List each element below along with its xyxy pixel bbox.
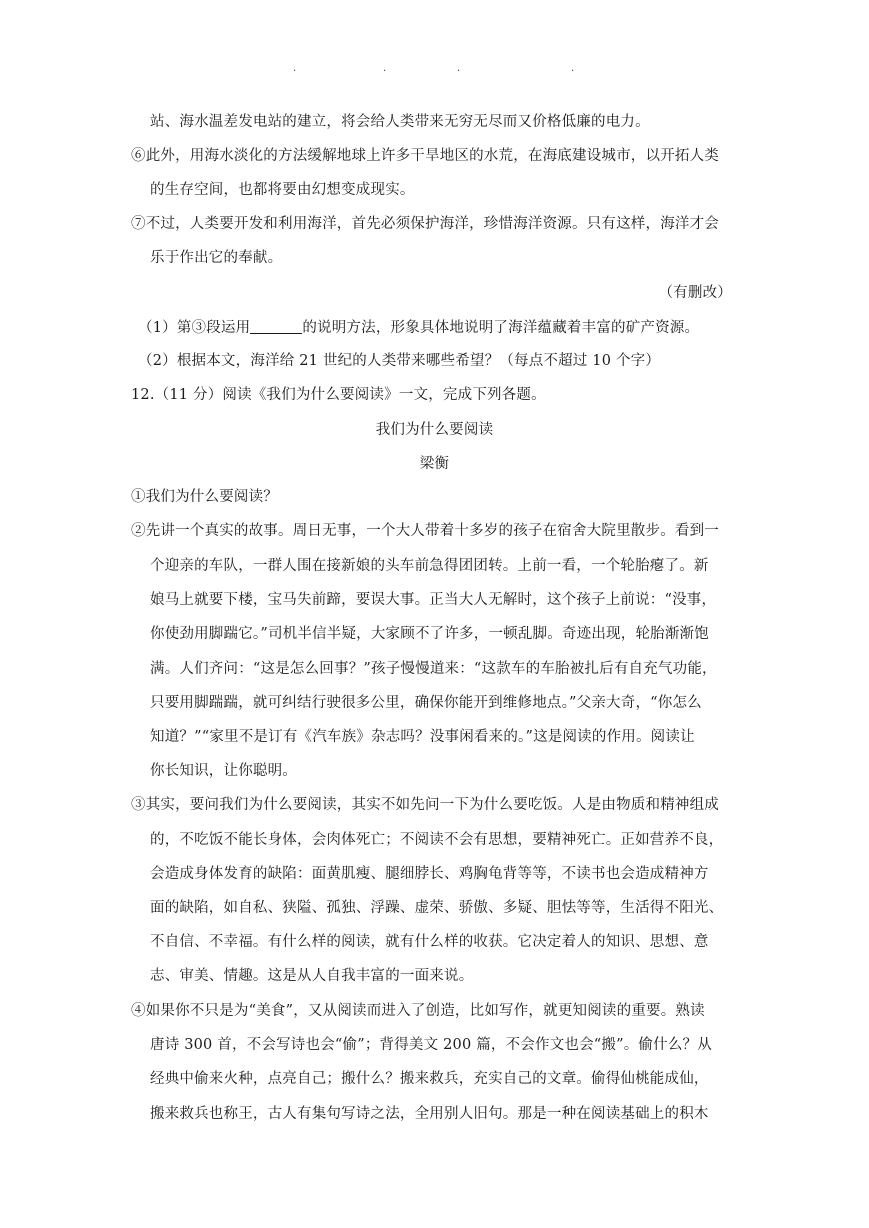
article-paragraph-2-line: 你使劲用脚踹它。”司机半信半疑，大家顾不了许多，一顿乱脚。奇迹出现，轮胎渐渐饱 <box>150 626 709 642</box>
question-1-prefix: （1）第③段运用 <box>138 320 251 336</box>
article-paragraph-3-line: 志、审美、情趣。这是从人自我丰富的一面来说。 <box>150 968 474 984</box>
question-2: （2）根据本文，海洋给 21 世纪的人类带来哪些希望？（每点不超过 10 个字） <box>138 353 661 369</box>
article-paragraph-4-line: ④如果你不只是为“美食”，又从阅读而进入了创造，比如写作，就更知阅读的重要。熟读 <box>131 1003 705 1019</box>
article-paragraph-3-line: 不自信、不幸福。有什么样的阅读，就有什么样的收获。它决定着人的知识、思想、意 <box>150 934 709 950</box>
article-paragraph-2-line: 满。人们齐问：“这是怎么回事？”孩子慢慢道来：“这款车的车胎被扎后有自充气功能， <box>150 661 717 677</box>
header-dot: . <box>457 63 461 74</box>
article-paragraph-4-line: 搬来救兵也称王，古人有集句写诗之法，全用别人旧句。那是一种在阅读基础上的积木 <box>150 1106 709 1122</box>
article-paragraph-2-line: 个迎亲的车队，一群人围在接新娘的头车前急得团团转。上前一看，一个轮胎瘪了。新 <box>150 558 709 574</box>
header-dots <box>0 62 869 76</box>
article-paragraph-2-line: 娘马上就要下楼，宝马失前蹄，要误大事。正当大人无解时，这个孩子上前说：“没事， <box>150 592 717 608</box>
article-paragraph-4-line: 唐诗 300 首，不会写诗也会“偷”；背得美文 200 篇，不会作文也会“搬”。偷什么？从 <box>150 1037 712 1053</box>
article-paragraph-3-line: 的，不吃饭不能长身体，会肉体死亡；不阅读不会有思想，要精神死亡。正如营养不良， <box>150 832 724 848</box>
paragraph-7-line: ⑦不过，人类要开发和利用海洋，首先必须保护海洋，珍惜海洋资源。只有这样，海洋才会 <box>131 216 719 232</box>
source-note: （有删改） <box>658 285 732 301</box>
article-title: 我们为什么要阅读 <box>375 422 494 438</box>
question-1-suffix: 的说明方法，形象具体地说明了海洋蕴藏着丰富的矿产资源。 <box>302 320 700 336</box>
article-author: 梁衡 <box>419 456 450 472</box>
header-dot: . <box>293 63 297 74</box>
article-paragraph-1: ①我们为什么要阅读？ <box>131 489 278 505</box>
article-paragraph-2-line: 你长知识，让你聪明。 <box>150 763 297 779</box>
paragraph-6-line: 的生存空间，也都将要由幻想变成现实。 <box>150 182 415 198</box>
article-paragraph-3-line: ③其实，要问我们为什么要阅读，其实不如先问一下为什么要吃饭。人是由物质和精神组成 <box>131 797 719 813</box>
header-dot: . <box>383 63 387 74</box>
article-paragraph-4-line: 经典中偷来火种，点亮自己；搬什么？搬来救兵，充实自己的文章。偷得仙桃能成仙， <box>150 1071 709 1087</box>
article-paragraph-2-line: 只要用脚踹踹，就可纠结行驶很多公里，确保你能开到维修地点。”父亲大奇，“你怎么 <box>150 695 702 711</box>
question-1 <box>138 317 699 338</box>
article-paragraph-3-line: 面的缺陷，如自私、狭隘、孤独、浮躁、虚荣、骄傲、多疑、胆怯等等，生活得不阳光、 <box>150 900 724 916</box>
question-12-heading: 12.（11 分）阅读《我们为什么要阅读》一文，完成下列各题。 <box>131 387 546 403</box>
article-paragraph-2-line: ②先讲一个真实的故事。周日无事，一个大人带着十多岁的孩子在宿舍大院里散步。看到一 <box>131 523 719 539</box>
paragraph-7-line: 乐于作出它的奉献。 <box>150 250 283 266</box>
article-paragraph-3-line: 会造成身体发育的缺陷：面黄肌瘦、腿细脖长、鸡胸龟背等等，不读书也会造成精神方 <box>150 866 709 882</box>
article-paragraph-2-line: 知道？”“家里不是订有《汽车族》杂志吗？没事闲看来的。”这是阅读的作用。阅读让 <box>150 729 695 745</box>
paragraph-5-line: 站、海水温差发电站的建立，将会给人类带来无穷无尽而又价格低廉的电力。 <box>150 114 650 130</box>
header-dot: . <box>571 63 575 74</box>
answer-blank[interactable] <box>250 317 302 334</box>
paragraph-6-line: ⑥此外，用海水淡化的方法缓解地球上许多干旱地区的水荒，在海底建设城市，以开拓人类 <box>131 148 719 164</box>
